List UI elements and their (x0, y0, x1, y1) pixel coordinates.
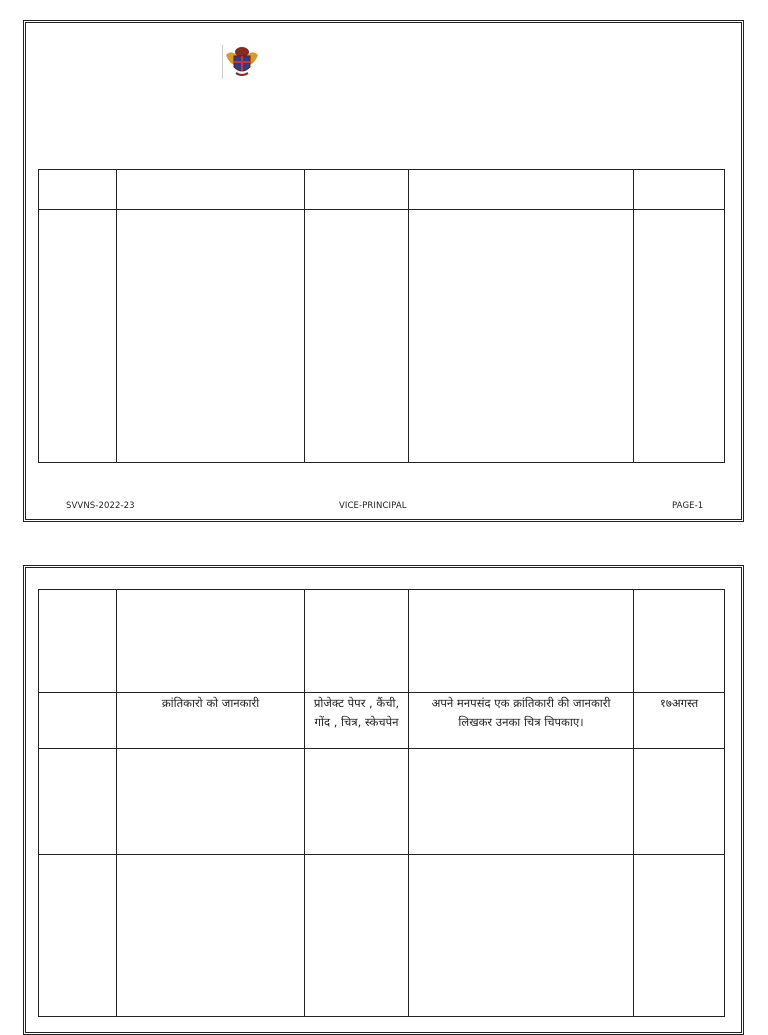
table-cell (409, 749, 634, 855)
table-cell (409, 170, 634, 210)
table-cell (634, 170, 725, 210)
table-cell (409, 590, 634, 693)
document-page-2 (23, 565, 744, 1035)
footer-signatory: VICE-PRINCIPAL (339, 501, 407, 511)
footer-session-code: SVVNS-2022-23 (66, 501, 135, 511)
table-cell (39, 210, 117, 463)
table-row (39, 855, 725, 1017)
page2-table (38, 589, 725, 1017)
table-row (39, 210, 725, 463)
page1-table (38, 169, 725, 463)
document-page-1 (23, 20, 744, 522)
table-cell (117, 210, 305, 463)
topic-text: क्रांतिकारो को जानकारी (161, 696, 260, 710)
table-cell (305, 170, 409, 210)
table-cell (39, 170, 117, 210)
table-cell (39, 590, 117, 693)
table-cell (117, 749, 305, 855)
table-cell (634, 210, 725, 463)
table-cell (117, 590, 305, 693)
activity-cell (409, 693, 634, 749)
table-cell (117, 855, 305, 1017)
activity-text: अपने मनपसंद एक क्रांतिकारी की जानकारी लिखकर उनका चित्र चिपकाए। (431, 696, 611, 729)
topic-cell (117, 693, 305, 749)
materials-cell (305, 693, 409, 749)
footer-page-number: PAGE-1 (672, 501, 704, 511)
table-cell (634, 590, 725, 693)
table-cell (305, 590, 409, 693)
table-row (39, 749, 725, 855)
table-cell (409, 855, 634, 1017)
table-row (39, 590, 725, 693)
materials-text: प्रोजेक्ट पेपर , कैंची, गोंद , चित्र, स्केचपेन (313, 696, 400, 729)
table-cell (634, 855, 725, 1017)
table-row (39, 693, 725, 749)
table-cell (305, 855, 409, 1017)
school-crest-icon (222, 43, 262, 79)
table-cell (409, 210, 634, 463)
date-text: १७अगस्त (659, 696, 699, 710)
table-header-row (39, 170, 725, 210)
table-cell (305, 749, 409, 855)
date-cell (634, 693, 725, 749)
table-cell (117, 170, 305, 210)
table-cell (39, 749, 117, 855)
table-cell (634, 749, 725, 855)
table-cell (39, 855, 117, 1017)
table-cell (305, 210, 409, 463)
table-cell (39, 693, 117, 749)
